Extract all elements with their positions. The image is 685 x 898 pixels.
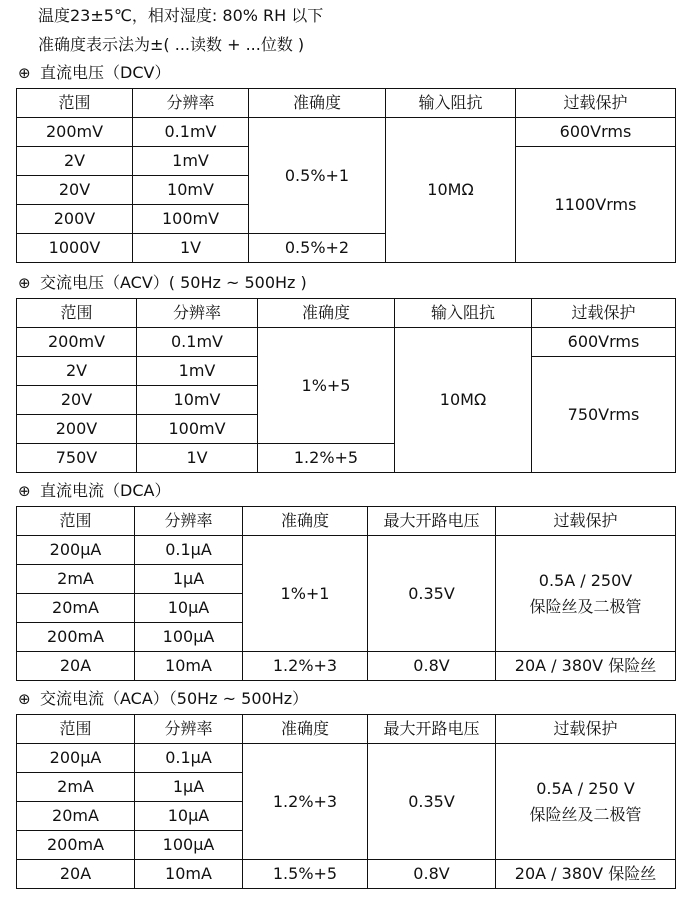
dcv-spec-table [16, 88, 676, 263]
resolution-cell: 100mV [137, 415, 258, 444]
header-cell: 过载保护 [496, 715, 676, 744]
header-cell: 最大开路电压 [368, 507, 496, 536]
resolution-cell: 10mV [133, 176, 249, 205]
acv-title-text: 交流电压（ACV）( 50Hz ~ 500Hz ) [40, 273, 307, 292]
overload-rating-text: 0.5A / 250 V [536, 778, 635, 798]
resolution-cell: 1μA [135, 565, 243, 594]
dcv-title-text: 直流电压（DCV） [40, 63, 171, 82]
overload-cell [496, 744, 676, 860]
range-cell: 20mA [17, 594, 135, 623]
accuracy-cell: 1%+5 [258, 328, 395, 444]
dca-spec-table [16, 506, 676, 681]
overload-protection-text: 保险丝及二极管 [529, 804, 642, 824]
resolution-cell: 1mV [137, 357, 258, 386]
header-cell: 范围 [17, 507, 135, 536]
resolution-cell: 10mA [135, 652, 243, 681]
aca-title-text: 交流电流（ACA）（50Hz ~ 500Hz） [40, 689, 309, 708]
impedance-cell: 10MΩ [386, 118, 516, 263]
open-circuit-voltage-cell: 0.8V [368, 652, 496, 681]
accuracy-cell: 1%+1 [243, 536, 368, 652]
resolution-cell: 100μA [135, 623, 243, 652]
resolution-cell: 10mV [137, 386, 258, 415]
aca-section-title [18, 688, 308, 710]
acv-spec-table [16, 298, 676, 473]
overload-cell: 600Vrms [532, 328, 676, 357]
header-cell: 分辨率 [135, 507, 243, 536]
header-cell: 准确度 [258, 299, 395, 328]
circle-plus-icon: ⊕ [18, 690, 31, 708]
header-cell: 准确度 [249, 89, 386, 118]
header-cell: 过载保护 [496, 507, 676, 536]
open-circuit-voltage-cell: 0.8V [368, 860, 496, 889]
table-row [17, 536, 676, 565]
accuracy-notation-text: 准确度表示法为±( ...读数 + ...位数 ) [38, 35, 305, 54]
range-cell: 20A [17, 652, 135, 681]
accuracy-cell: 1.2%+3 [243, 652, 368, 681]
dca-section-title [18, 480, 170, 502]
range-cell: 2V [17, 147, 133, 176]
accuracy-cell: 0.5%+1 [249, 118, 386, 234]
accuracy-cell: 1.2%+5 [258, 444, 395, 473]
impedance-cell: 10MΩ [395, 328, 532, 473]
resolution-cell: 1mV [133, 147, 249, 176]
resolution-cell: 1V [137, 444, 258, 473]
accuracy-cell: 1.2%+3 [243, 744, 368, 860]
table-header-row [17, 89, 676, 118]
range-cell: 2V [17, 357, 137, 386]
resolution-cell: 0.1μA [135, 744, 243, 773]
range-cell: 200V [17, 415, 137, 444]
overload-protection-text: 保险丝及二极管 [529, 596, 642, 616]
accuracy-cell: 0.5%+2 [249, 234, 386, 263]
range-cell: 20mA [17, 802, 135, 831]
range-cell: 200μA [17, 536, 135, 565]
ambient-conditions-text: 温度23±5℃，相对湿度: 80% RH 以下 [38, 6, 324, 25]
range-cell: 2mA [17, 565, 135, 594]
overload-cell: 20A / 380V 保险丝 [496, 652, 676, 681]
range-cell: 200mA [17, 831, 135, 860]
resolution-cell: 1μA [135, 773, 243, 802]
range-cell: 750V [17, 444, 137, 473]
circle-plus-icon: ⊕ [18, 482, 31, 500]
resolution-cell: 0.1mV [137, 328, 258, 357]
header-cell: 分辨率 [135, 715, 243, 744]
range-cell: 20A [17, 860, 135, 889]
table-header-row [17, 507, 676, 536]
resolution-cell: 0.1μA [135, 536, 243, 565]
overload-cell: 20A / 380V 保险丝 [496, 860, 676, 889]
aca-spec-table [16, 714, 676, 889]
dcv-section-title [18, 62, 170, 84]
table-header-row [17, 715, 676, 744]
table-row [17, 328, 676, 357]
header-cell: 范围 [17, 89, 133, 118]
header-cell: 过载保护 [516, 89, 676, 118]
header-cell: 范围 [17, 299, 137, 328]
range-cell: 20V [17, 386, 137, 415]
overload-cell [496, 536, 676, 652]
overload-cell: 600Vrms [516, 118, 676, 147]
header-cell: 准确度 [243, 507, 368, 536]
table-row [17, 652, 676, 681]
range-cell: 20V [17, 176, 133, 205]
header-cell: 分辨率 [137, 299, 258, 328]
range-cell: 200mA [17, 623, 135, 652]
acv-section-title [18, 272, 307, 294]
circle-plus-icon: ⊕ [18, 274, 31, 292]
resolution-cell: 1V [133, 234, 249, 263]
range-cell: 200mV [17, 118, 133, 147]
resolution-cell: 10μA [135, 594, 243, 623]
range-cell: 2mA [17, 773, 135, 802]
range-cell: 200μA [17, 744, 135, 773]
open-circuit-voltage-cell: 0.35V [368, 744, 496, 860]
overload-cell: 750Vrms [532, 357, 676, 473]
table-row [17, 860, 676, 889]
resolution-cell: 0.1mV [133, 118, 249, 147]
resolution-cell: 10mA [135, 860, 243, 889]
table-header-row [17, 299, 676, 328]
header-cell: 输入阻抗 [395, 299, 532, 328]
table-row [17, 118, 676, 147]
resolution-cell: 100μA [135, 831, 243, 860]
header-cell: 过载保护 [532, 299, 676, 328]
header-cell: 输入阻抗 [386, 89, 516, 118]
range-cell: 200V [17, 205, 133, 234]
range-cell: 200mV [17, 328, 137, 357]
resolution-cell: 10μA [135, 802, 243, 831]
open-circuit-voltage-cell: 0.35V [368, 536, 496, 652]
header-cell: 范围 [17, 715, 135, 744]
overload-rating-text: 0.5A / 250V [538, 570, 633, 590]
range-cell: 1000V [17, 234, 133, 263]
table-row [17, 744, 676, 773]
accuracy-cell: 1.5%+5 [243, 860, 368, 889]
overload-cell: 1100Vrms [516, 147, 676, 263]
resolution-cell: 100mV [133, 205, 249, 234]
dca-title-text: 直流电流（DCA） [40, 481, 171, 500]
header-cell: 准确度 [243, 715, 368, 744]
header-cell: 分辨率 [133, 89, 249, 118]
circle-plus-icon: ⊕ [18, 64, 31, 82]
header-cell: 最大开路电压 [368, 715, 496, 744]
